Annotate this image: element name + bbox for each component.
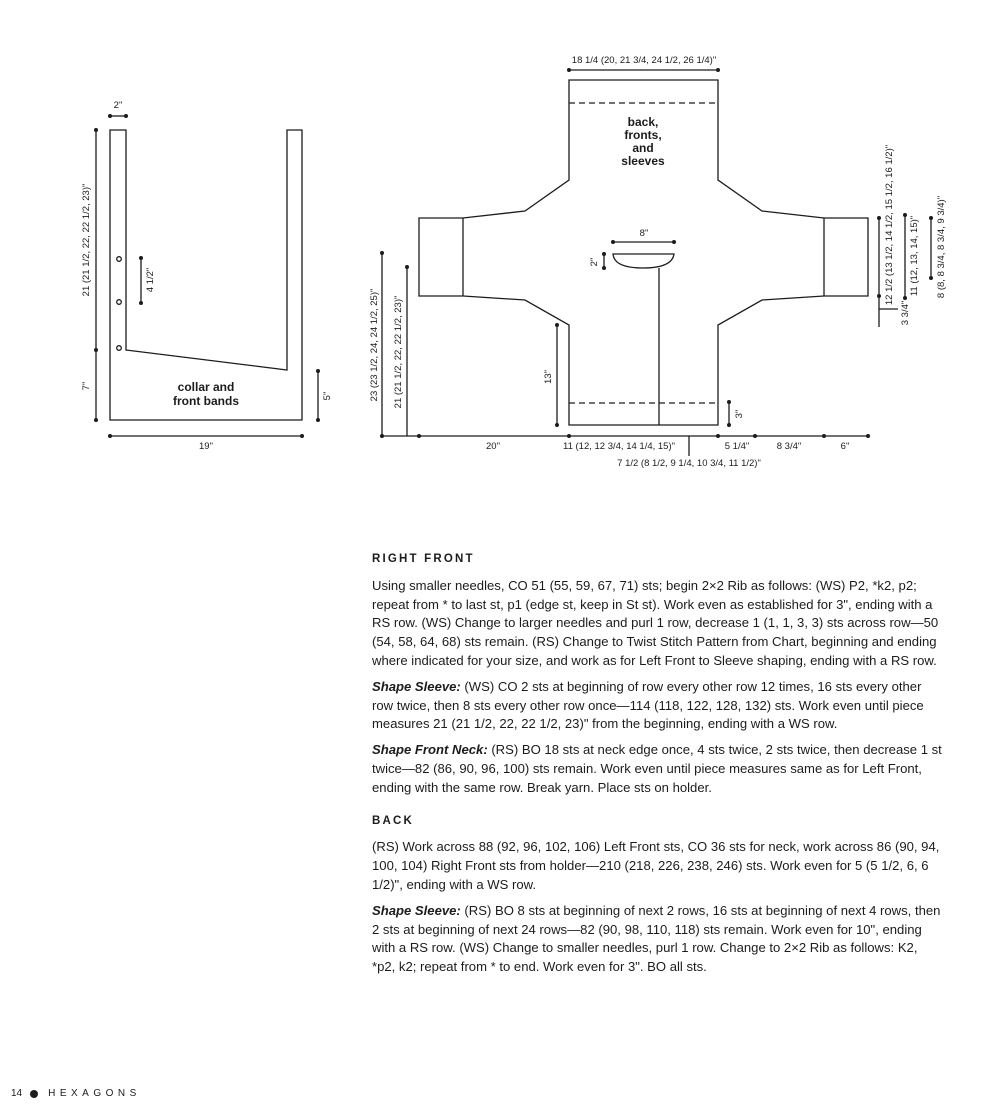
bullet-icon [30, 1090, 38, 1098]
dim-cuff-a: 12 1/2 (13 1/2, 14 1/2, 15 1/2, 16 1/2)" [884, 144, 895, 306]
paragraph-text: (WS) CO 2 sts at beginning of row every other row 12 times, 16 sts every other row twice, then 8 sts every other row once—114 (118, 122, 128, 132) sts. Work even until piece measures 21 (21 1/2, 22, 22 1/2, 23)" from the beginning, ending with a WS row. [372, 678, 924, 732]
paragraph-text: (RS) BO 8 sts at beginning of next 2 rows, 16 sts at beginning of next 4 rows, then 2 sts at beginning of next 24 rows—82 (90, 98, 110, 118) sts remain. Work even for 10", ending with a RS row. (WS) Change to smaller needles, purl 1 row. Change to 2×2 Rib as follows: K2, *p2, k2; repeat from * to end. Work even for 3". BO all sts. [372, 902, 941, 975]
buttonhole-3 [117, 346, 122, 351]
collar-schematic [81, 100, 333, 452]
dim-collar-length: 21 (21 1/2, 22, 22 1/2, 23)" [81, 183, 92, 297]
dim-collar-lower: 7" [81, 381, 92, 391]
paragraph [372, 577, 942, 671]
dim-6: 6" [840, 441, 850, 452]
body-label-line4: sleeves [621, 154, 665, 168]
paragraph-text: (RS) BO 18 sts at neck edge once, 4 sts twice, 2 sts twice, then decrease 1 st twice—82 (86, 90, 96, 100) sts remain. Work even until piece measures same as for Left Front, ending with the same row. Break yarn. Place sts on holder. [372, 742, 942, 795]
body-label-line1: back, [627, 115, 659, 129]
dim-top-width: 18 1/4 (20, 21 3/4, 24 1/2, 26 1/4)" [571, 55, 717, 66]
dim-neck-depth: 2" [589, 257, 600, 267]
section-right-front [372, 550, 942, 798]
buttonhole-2 [117, 300, 122, 305]
dim-cuff-b: 11 (12, 13, 14, 15)" [909, 215, 920, 297]
body-label-line2: fronts, [624, 128, 662, 142]
collar-label-line2: front bands [173, 394, 239, 408]
dim-front-length: 21 (21 1/2, 22, 22 1/2, 23)" [393, 295, 404, 409]
body-schematic [369, 55, 947, 469]
dim-neck-width: 8" [639, 228, 649, 239]
instructions-column [372, 550, 942, 984]
dim-side-13: 13" [543, 370, 554, 384]
dim-band-5: 5" [322, 391, 333, 401]
dim-collar-width-2: 2" [113, 100, 123, 111]
dim-8-3-4: 8 3/4" [776, 441, 802, 452]
paragraph [372, 678, 942, 734]
page-number: 14 [11, 1088, 23, 1099]
schematic-figure [0, 0, 999, 490]
body-label-line3: and [632, 141, 654, 155]
section-name: HEXAGONS [48, 1088, 141, 1099]
dim-sleeve-20: 20" [486, 441, 500, 452]
paragraph-text: Using smaller needles, CO 51 (55, 59, 67, 71) sts; begin 2×2 Rib as follows: (WS) P2, *k2, p2; repeat from * to last st, p1 (edge st, keep in St st). Work even as established for 3", ending with a RS row. (WS) Change to larger needles and purl 1 row, decrease 1 (1, 1, 3, 3) sts across row—50 (54, 58, 64, 68) sts remain. (RS) Change to Twist Stitch Pattern from Chart, beginning and ending where indicated for your size, and work as for Left Front to Sleeve shaping, ending with a RS row. [372, 577, 939, 668]
collar-outline [110, 130, 302, 420]
front-neck [613, 254, 674, 268]
section-back [372, 812, 942, 977]
paragraph [372, 838, 942, 894]
section-heading: RIGHT FRONT [372, 553, 475, 565]
paragraph-label: Shape Sleeve: [372, 678, 461, 694]
dim-collar-bottom: 19" [199, 441, 213, 452]
paragraph-text: (RS) Work across 88 (92, 96, 102, 106) Left Front sts, CO 36 sts for neck, work across 86 (90, 94, 100, 104) Right Front sts from holder—210 (218, 226, 238, 246) sts. Work even for 5 (5 1/2, 6, 6 1/2)", ending with a WS row. [372, 839, 940, 892]
section-heading: BACK [372, 814, 415, 827]
paragraph [372, 741, 942, 797]
buttonhole-1 [117, 257, 122, 262]
dim-total-length: 23 (23 1/2, 24, 24 1/2, 25)" [369, 288, 380, 402]
paragraph-label: Shape Front Neck: [372, 742, 488, 758]
dim-button-spacing: 4 1/2" [145, 267, 156, 293]
dim-half-width: 11 (12, 12 3/4, 14 1/4, 15)" [563, 441, 675, 452]
dim-bottom-width: 7 1/2 (8 1/2, 9 1/4, 10 3/4, 11 1/2)" [617, 458, 761, 469]
dim-5-1-4: 5 1/4" [724, 441, 750, 452]
paragraph [372, 902, 942, 977]
dim-cuff-c: 8 (8, 8 3/4, 8 3/4, 9 3/4)" [936, 195, 947, 299]
page-footer [11, 1088, 141, 1099]
paragraph-label: Shape Sleeve: [372, 902, 461, 918]
dim-cuff-d: 3 3/4" [900, 300, 911, 326]
dim-rib-3: 3" [734, 409, 745, 419]
collar-label-line1: collar and [177, 380, 235, 394]
